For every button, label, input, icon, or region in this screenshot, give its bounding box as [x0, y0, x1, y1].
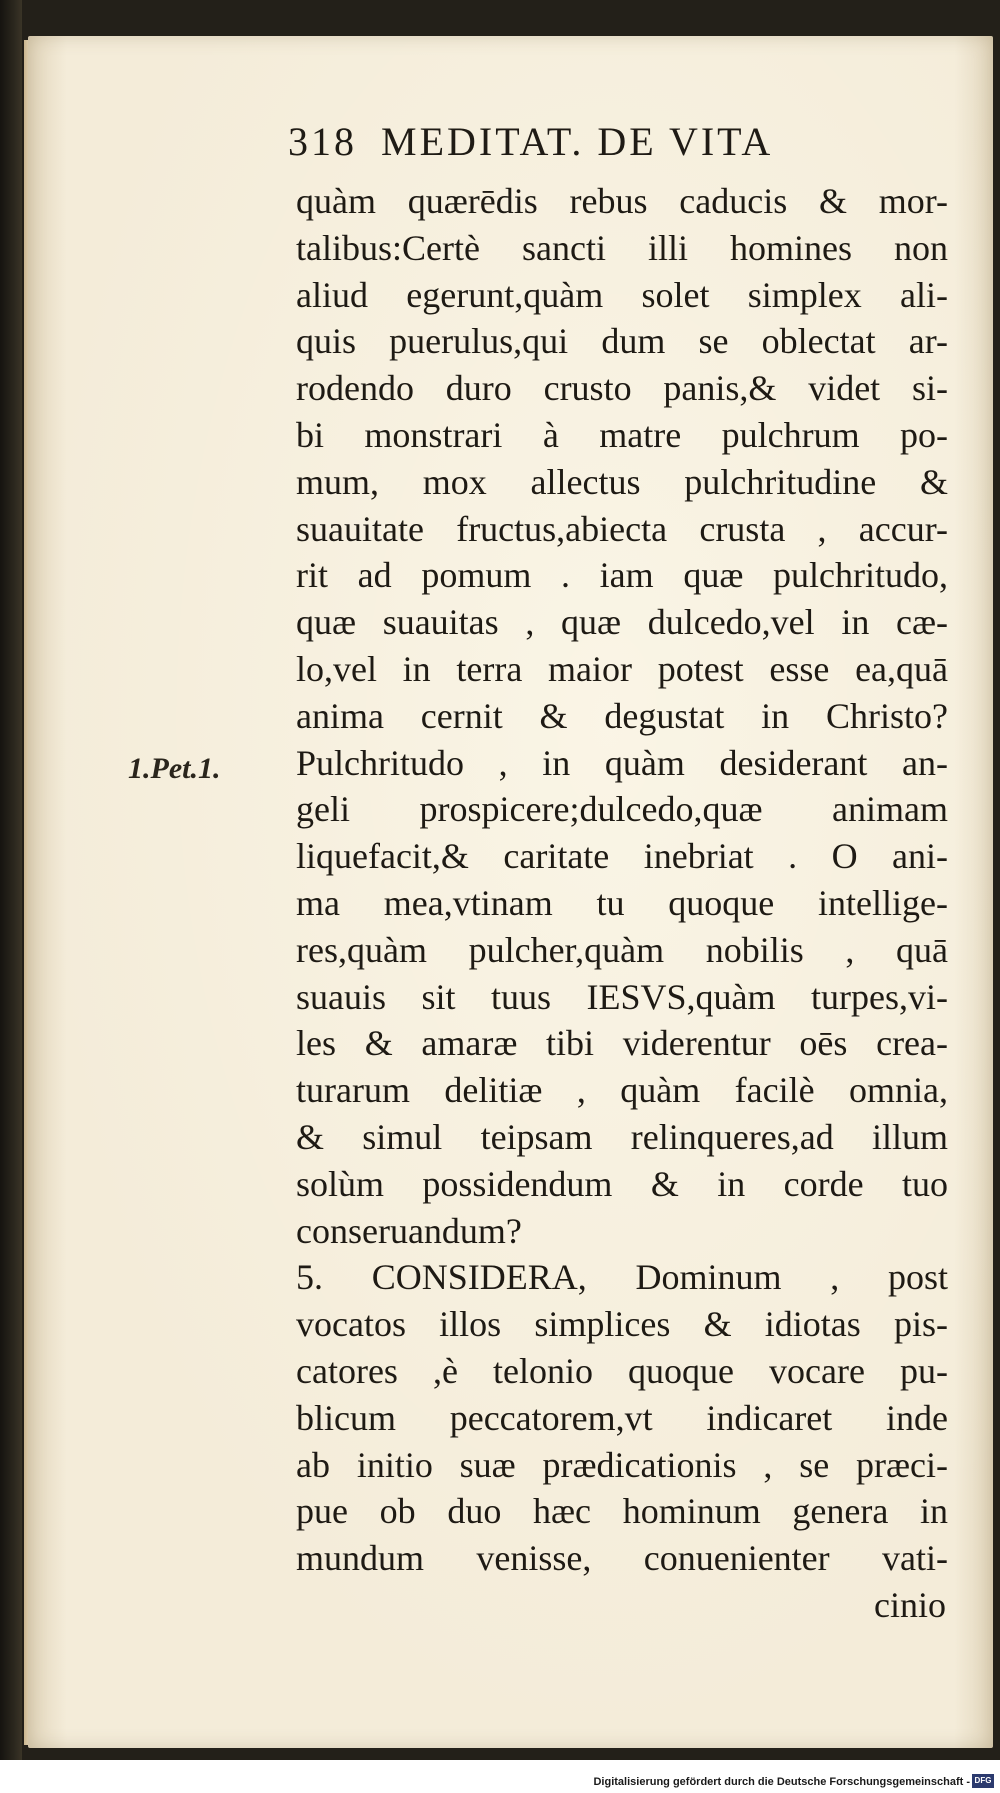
- text-line: quis puerulus,qui dum se oblectat ar-: [296, 321, 948, 362]
- body-text: [296, 178, 948, 1629]
- text-line: talibus:Certè sancti illi homines non: [296, 227, 948, 268]
- text-line: conseruandum?: [296, 1210, 522, 1251]
- text-line: Pulchritudo , in quàm desiderant an-: [296, 742, 948, 783]
- text-line: liquefacit,& caritate inebriat . O ani-: [296, 836, 948, 877]
- text-line: res,quàm pulcher,quàm nobilis , quā: [296, 929, 948, 970]
- text-line: suauis sit tuus IESVS,quàm turpes,vi-: [296, 976, 948, 1017]
- text-line: catores ,è telonio quoque vocare pu-: [296, 1350, 948, 1391]
- text-line: rit ad pomum . iam quæ pulchritudo,: [296, 555, 948, 596]
- text-line: solùm possidendum & in corde tuo: [296, 1163, 948, 1204]
- text-line: aliud egerunt,quàm solet simplex ali-: [296, 274, 948, 315]
- text-line: mum, mox allectus pulchritudine &: [296, 461, 948, 502]
- text-line: pue ob duo hæc hominum genera in: [296, 1491, 948, 1532]
- text-line: blicum peccatorem,vt indicaret inde: [296, 1397, 948, 1438]
- running-title: MEDITAT. DE VITA: [381, 119, 774, 164]
- text-line: ma mea,vtinam tu quoque intellige-: [296, 882, 948, 923]
- text-line: les & amaræ tibi viderentur oēs crea-: [296, 1023, 948, 1064]
- margin-note: 1.Pet.1.: [128, 752, 221, 785]
- text-line: mundum venisse, conuenienter vati-: [296, 1538, 948, 1579]
- running-header: [288, 118, 908, 178]
- dfg-logo: DFG: [972, 1774, 994, 1788]
- text-line: 5. CONSIDERA, Dominum , post: [296, 1257, 948, 1298]
- text-line: suauitate fructus,abiecta crusta , accur-: [296, 508, 948, 549]
- text-line: quæ suauitas , quæ dulcedo,vel in cæ-: [296, 602, 948, 643]
- text-line: quàm quærēdis rebus caducis & mor-: [296, 181, 948, 221]
- text-line: rodendo duro crusto panis,& videt si-: [296, 368, 948, 409]
- text-line: vocatos illos simplices & idiotas pis-: [296, 1304, 948, 1345]
- text-line: bi monstrari à matre pulchrum po-: [296, 414, 948, 455]
- text-line: turarum delitiæ , quàm facilè omnia,: [296, 1070, 948, 1111]
- text-line: geli prospicere;dulcedo,quæ animam: [296, 789, 948, 830]
- text-line: lo,vel in terra maior potest esse ea,quā: [296, 648, 948, 689]
- catchword: cinio: [874, 1584, 946, 1625]
- text-line: & simul teipsam relinqueres,ad illum: [296, 1116, 948, 1157]
- text-line: anima cernit & degustat in Christo?: [296, 695, 948, 736]
- page-number: 318: [288, 119, 357, 164]
- book-spine: [0, 0, 22, 1760]
- text-line: ab initio suæ prædicationis , se præci-: [296, 1444, 948, 1485]
- funding-credit: Digitalisierung gefördert durch die Deutsche Forschungsgemeinschaft -: [593, 1776, 970, 1788]
